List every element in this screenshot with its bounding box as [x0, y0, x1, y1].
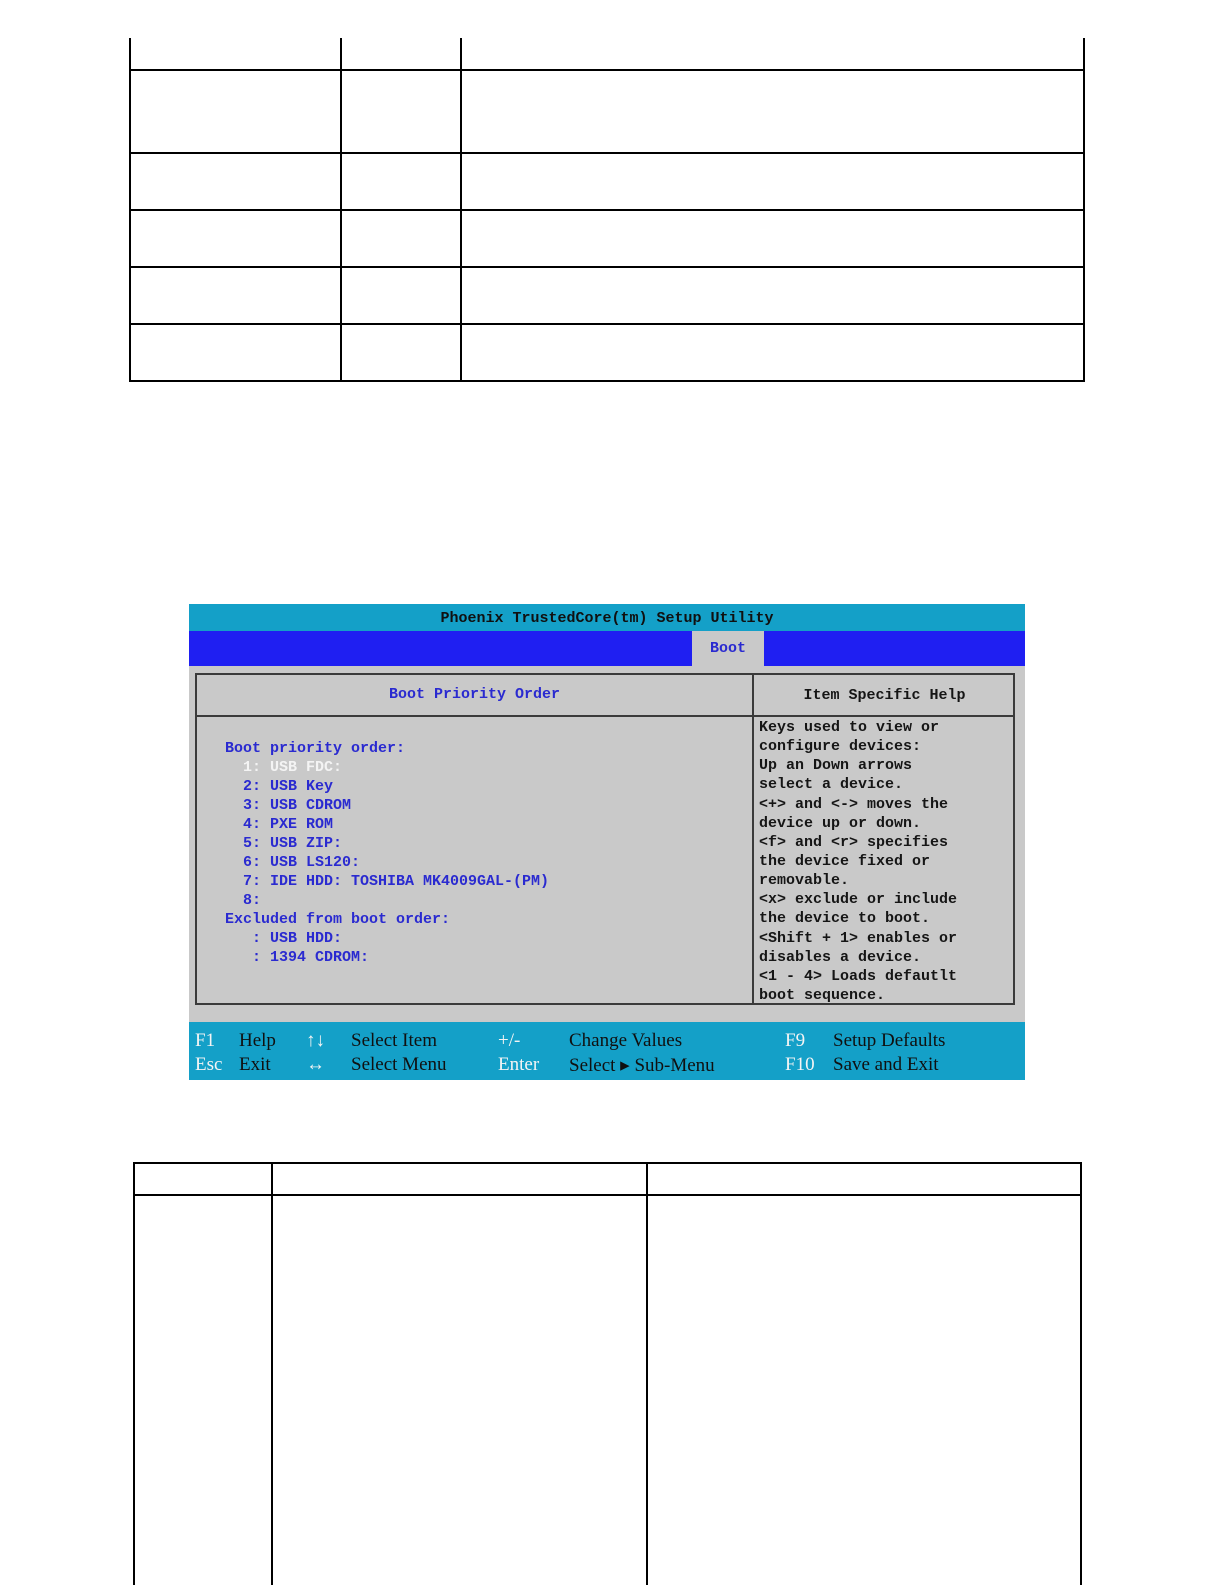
boot-item-usb-key[interactable]: 2: USB Key [225, 778, 334, 795]
table-row [134, 1163, 1081, 1195]
help-line: <1 - 4> Loads defautlt [759, 967, 958, 985]
boot-item-usb-cdrom[interactable]: 3: USB CDROM [225, 797, 352, 814]
menu-bar [189, 631, 1025, 666]
help-line: <f> and <r> specifies [759, 833, 949, 851]
tab-boot[interactable]: Boot [692, 631, 764, 666]
boot-priority-header: Boot Priority Order [388, 686, 561, 703]
help-line: select a device. [759, 776, 904, 794]
bottom-table [133, 1162, 1082, 1585]
boot-item-empty[interactable]: 8: [225, 892, 262, 909]
table-row [134, 1195, 1081, 1585]
help-line: device up or down. [759, 814, 922, 832]
main-panel [195, 673, 1015, 1005]
action-help: Help [239, 1030, 276, 1051]
help-line: boot sequence. [759, 986, 886, 1004]
help-header: Item Specific Help [803, 687, 966, 704]
bios-title: Phoenix TrustedCore(tm) Setup Utility [189, 604, 1025, 631]
help-line: the device to boot. [759, 910, 931, 928]
help-line: the device fixed or [759, 852, 931, 870]
key-f9[interactable]: F9 [785, 1030, 806, 1051]
up-down-arrows-icon[interactable]: ↑↓ [306, 1030, 325, 1051]
boot-list-heading: Boot priority order: [225, 740, 406, 757]
key-plus-minus[interactable]: +/- [498, 1030, 521, 1051]
key-f1[interactable]: F1 [195, 1030, 216, 1051]
table-row [130, 210, 1084, 267]
left-right-arrows-icon[interactable]: ↔ [306, 1054, 325, 1075]
table-row [130, 153, 1084, 210]
boot-item-usb-ls120[interactable]: 6: USB LS120: [225, 854, 361, 871]
bios-setup-screen [189, 604, 1025, 1080]
table-row [130, 70, 1084, 153]
key-enter[interactable]: Enter [498, 1054, 540, 1075]
action-change-values: Change Values [569, 1030, 683, 1051]
help-text [759, 718, 1013, 1005]
key-f10[interactable]: F10 [785, 1054, 815, 1075]
help-line: Up an Down arrows [759, 757, 913, 775]
help-line: <+> and <-> moves the [759, 795, 949, 813]
action-exit: Exit [239, 1054, 271, 1075]
table-row [130, 38, 1084, 70]
top-table [129, 38, 1085, 382]
help-line: disables a device. [759, 948, 922, 966]
help-line: removable. [759, 872, 850, 890]
help-line: configure devices: [759, 738, 922, 756]
boot-item-usb-fdc[interactable]: 1: USB FDC: [225, 759, 343, 776]
table-row [130, 324, 1084, 381]
help-line: <x> exclude or include [759, 891, 958, 909]
boot-item-ide-hdd[interactable]: 7: IDE HDD: TOSHIBA MK4009GAL-(PM) [225, 873, 550, 890]
boot-item-usb-zip[interactable]: 5: USB ZIP: [225, 835, 343, 852]
help-line: <Shift + 1> enables or [759, 929, 958, 947]
column-divider [752, 675, 754, 1003]
key-legend-footer [189, 1022, 1025, 1080]
excluded-item-1394-cdrom[interactable]: : 1394 CDROM: [225, 949, 370, 966]
help-line: Keys used to view or [759, 719, 940, 736]
header-divider [197, 715, 1013, 717]
action-setup-defaults: Setup Defaults [833, 1030, 946, 1051]
excluded-item-usb-hdd[interactable]: : USB HDD: [225, 930, 343, 947]
boot-item-pxe-rom[interactable]: 4: PXE ROM [225, 816, 334, 833]
key-esc[interactable]: Esc [195, 1054, 223, 1075]
excluded-heading: Excluded from boot order: [225, 911, 451, 928]
action-select-sub-menu: Select ▸ Sub-Menu [569, 1055, 715, 1076]
action-save-and-exit: Save and Exit [833, 1054, 939, 1075]
action-select-item: Select Item [351, 1030, 437, 1051]
boot-priority-list [225, 739, 549, 967]
action-select-menu: Select Menu [351, 1054, 447, 1075]
table-row [130, 267, 1084, 324]
